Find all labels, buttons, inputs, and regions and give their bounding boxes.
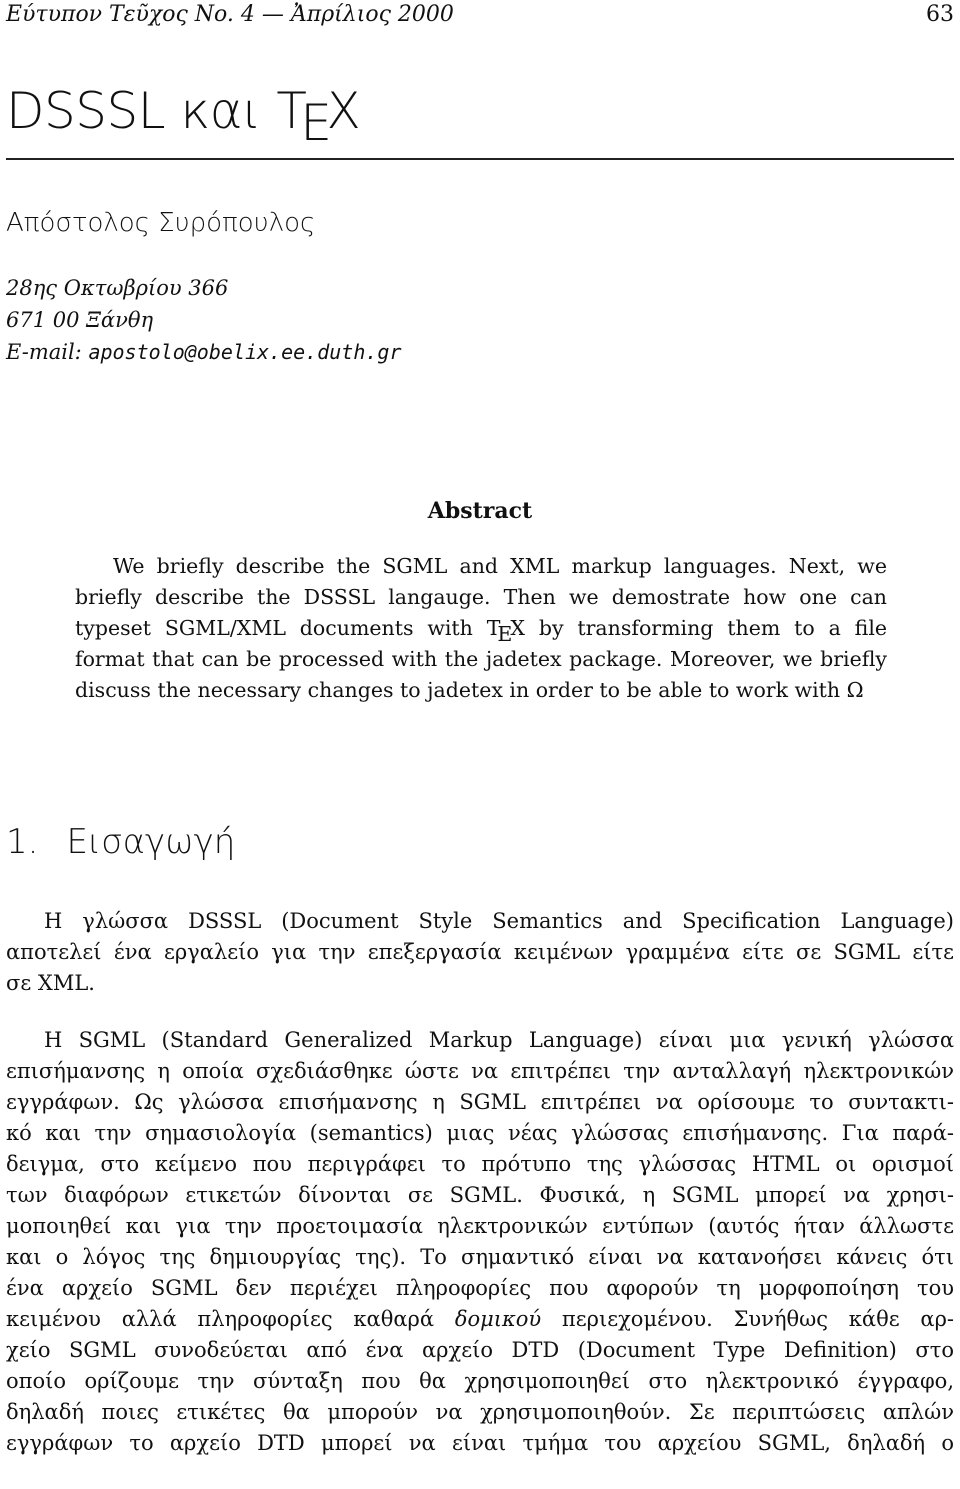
text-line: μοποιηθεί και για την προετοιμασία ηλεκτρονικών εντύπων (αυτός ήταν άλλωστε	[6, 1214, 954, 1238]
abstract-heading: Abstract	[427, 498, 533, 524]
title-rule	[6, 158, 954, 160]
text-line: εγγράφων το αρχείο DTD μπορεί να είναι τμήμα του αρχείου SGML, δηλαδή ο	[6, 1431, 954, 1455]
abstract-body	[75, 551, 887, 706]
emphasis: δομικού	[454, 1307, 542, 1331]
author-address	[6, 272, 402, 368]
text-line: χείο SGML συνοδεύεται από ένα αρχείο DTD (Document Type Definition) στο	[6, 1338, 954, 1362]
text-line: οποίο ορίζουμε την σύνταξη που θα χρησιμοποιηθεί στο ηλεκτρονικό έγγραφο,	[6, 1369, 954, 1393]
tex-logo-e: E	[300, 94, 332, 152]
author-name: Απόστολος Συρόπουλος	[6, 208, 316, 238]
text-line: επισήμανσης η οποία σχεδιάσθηκε ώστε να επιτρέπει την ανταλλαγή ηλεκτρονικών	[6, 1059, 954, 1083]
running-title: Εύτυπον Τεῦχος No. 4 — Ἀπρίλιος 2000	[6, 2, 454, 27]
running-header	[6, 2, 954, 32]
text-line: κειμένου αλλά πληροφορίες καθαρά δομικού περιεχομένου. Συνήθως κάθε αρ-	[6, 1307, 955, 1331]
paragraph-1	[6, 906, 954, 999]
text-line: κό και την σημασιολογία (semantics) μιας νέας γλώσσας επισήμανσης. Για παρά-	[6, 1121, 954, 1145]
text-line: εγγράφων. Ως γλώσσα επισήμανσης η SGML επιτρέπει να ορίσουμε το συντακτι-	[6, 1090, 954, 1114]
abstract-paragraph: We briefly describe the SGML and XML markup languages. Next, we briefly describe the DSSSL langauge. Then we demostrate how one can typeset SGML/XML documents with TEX by transforming them to a file format that can be processed with the jadetex package. Moreover, we briefly discuss the necessary changes to jadetex in order to be able to work with Ω	[75, 554, 888, 702]
email-address[interactable]: apostolo@obelix.ee.duth.gr	[88, 340, 402, 364]
text-line: σε XML.	[6, 971, 95, 995]
text-line: των διαφόρων ετικετών δίνονται σε SGML. Φυσικά, η SGML μπορεί να χρησι-	[6, 1183, 954, 1207]
tex-logo-e-small: E	[497, 622, 513, 646]
section-number: 1.	[6, 822, 39, 862]
text-line: δηλαδή ποιες ετικέτες θα μπορούν να χρησιμοποιηθούν. Σε περιπτώσεις απλών	[6, 1400, 954, 1424]
text-line: και ο λόγος της δημιουργίας της). Το σημαντικό είναι να κατανοήσει κάνεις ότι	[6, 1245, 954, 1269]
title-text: DSSSL και T	[6, 82, 307, 140]
tex-logo-x: X	[326, 82, 361, 140]
text-line: Η SGML (Standard Generalized Markup Language) είναι μια γενική γλώσσα	[44, 1028, 954, 1052]
text-line: δειγμα, στο κείμενο που περιγράφει το πρότυπο της γλώσσας HTML οι ορισμοί	[6, 1152, 954, 1176]
address-line-1: 28ης Οκτωβρίου 366	[6, 276, 229, 300]
address-line-2: 671 00 Ξάνθη	[6, 308, 154, 332]
email-line	[6, 336, 402, 368]
email-label: E-mail:	[6, 340, 89, 364]
page-number: 63	[926, 2, 954, 27]
paragraph-2	[6, 1025, 954, 1459]
text-line: ένα αρχείο SGML δεν περιέχει πληροφορίες που αφορούν τη μορφοποίηση του	[6, 1276, 954, 1300]
section-heading	[6, 822, 235, 862]
section-title: Εισαγωγή	[66, 822, 236, 862]
text-line: αποτελεί ένα εργαλείο για την επεξεργασία κειμένων γραμμένα είτε σε SGML είτε	[6, 940, 954, 964]
text-line: Η γλώσσα DSSSL (Document Style Semantics and Specification Language)	[44, 909, 954, 933]
body-text	[6, 906, 954, 1459]
article-title	[6, 82, 361, 152]
